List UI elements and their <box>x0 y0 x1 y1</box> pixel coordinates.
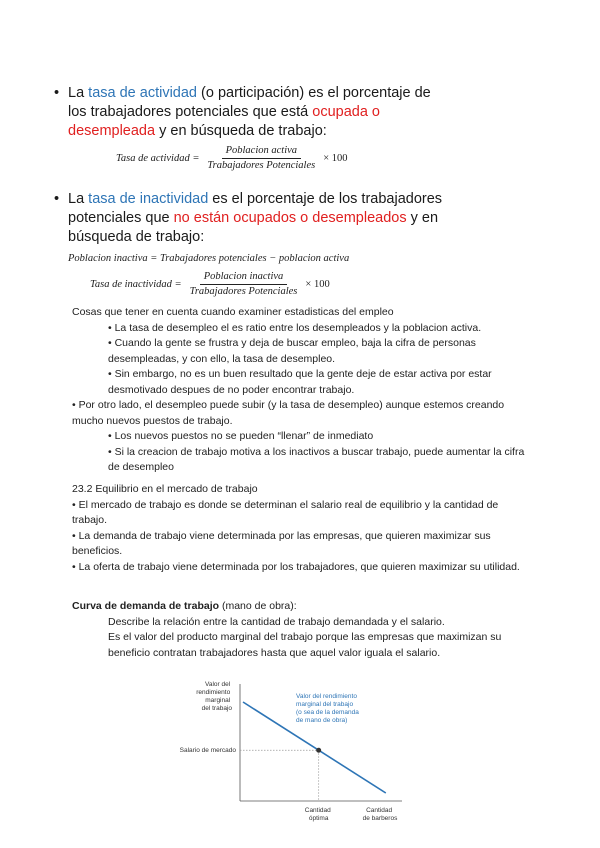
curve-block <box>72 599 532 661</box>
slide1-text <box>54 84 468 141</box>
notes-bullet: • Cuando la gente se frustra y deja de buscar empleo, baja la cifra de personas desempleadas, y con ello, la tasa de desempleo. <box>108 337 476 365</box>
text: es el porcentaje de los trabajadores <box>208 191 443 207</box>
formula-actividad <box>116 145 348 172</box>
numerator: Poblacion activa <box>222 145 301 159</box>
highlight-red: no están ocupados o desempleados <box>173 210 407 226</box>
highlight-red: ocupada o <box>312 104 380 120</box>
equilibrium-point <box>316 748 321 753</box>
section-heading: 23.2 Equilibrio en el mercado de trabajo <box>72 483 258 495</box>
fraction <box>186 271 302 298</box>
highlight-term: tasa de actividad <box>88 85 197 101</box>
labor-demand-chart <box>170 676 410 826</box>
text: los trabajadores potenciales que está <box>68 104 313 120</box>
formula-lhs: Tasa de actividad = <box>116 153 200 164</box>
slide1-line3 <box>68 122 468 141</box>
curve-title <box>72 599 532 615</box>
text: (o participación) es el porcentaje de <box>197 85 431 101</box>
formula-text: Poblacion inactiva = Trabajadores potenciales − poblacion activa <box>68 253 350 264</box>
text: potenciales que <box>68 210 174 226</box>
curve-desc: Es el valor del producto marginal del trabajo porque las empresas que maximizan su beneficio contratan trabajadores hasta que aquel valor iguala el salario. <box>108 631 502 659</box>
salary-marker-label: Salario de mercado <box>179 747 236 755</box>
notes-bullet: • Sin embargo, no es un buen resultado que la gente deje de estar activa por estar desmotivado despues de no poder encontrar trabajo. <box>108 368 492 396</box>
highlight-term: tasa de inactividad <box>88 191 209 207</box>
slide2-line2 <box>68 209 488 228</box>
text: y en búsqueda de trabajo: <box>155 123 327 139</box>
text: La <box>68 85 89 101</box>
optimal-quantity-label: Cantidad óptima <box>304 807 331 822</box>
formula-inactividad <box>90 271 330 298</box>
slide1-line1 <box>68 84 468 103</box>
multiplier: × 100 <box>323 153 348 164</box>
notes-bullet: • Si la creacion de trabajo motiva a los inactivos a buscar trabajo, puede aumentar la cifra de desempleo <box>108 445 525 473</box>
section-bullet: • La demanda de trabajo viene determinada por las empresas, que quieren maximizar sus beneficios. <box>72 529 491 557</box>
slide2-line3: búsqueda de trabajo: <box>68 229 205 245</box>
bullet-2: • <box>54 191 60 207</box>
denominator: Trabajadores Potenciales <box>207 160 316 171</box>
multiplier: × 100 <box>305 279 330 290</box>
text: y en <box>406 210 439 226</box>
formula-lhs: Tasa de inactividad = <box>90 279 182 290</box>
formula-inactiva-def <box>68 253 349 264</box>
section-bullet: • El mercado de trabajo es donde se determinan el salario real de equilibrio y la cantidad de trabajo. <box>72 498 499 526</box>
notes-bullet: • Los nuevos puestos no se pueden “llenar” de inmediato <box>108 430 374 442</box>
notes-bullet: • La tasa de desempleo el es ratio entre los desempleados y la poblacion activa. <box>108 321 482 334</box>
highlight-red: desempleada <box>68 123 156 139</box>
slide2-line1 <box>68 190 488 209</box>
curve-annotation: Valor del rendimiento marginal del trabajo (o sea de la demanda de mano de obra) <box>296 693 359 724</box>
notes-bullet: • Por otro lado, el desempleo puede subir (y la tasa de desempleo) aunque estemos creando mucho nuevos puestos de trabajo. <box>72 399 505 427</box>
denominator: Trabajadores Potenciales <box>189 286 298 297</box>
numerator: Poblacion inactiva <box>200 271 288 285</box>
curve-title-bold: Curva de demanda de trabajo <box>72 600 220 612</box>
fraction <box>203 145 319 172</box>
notes-intro: Cosas que tener en cuenta cuando examiner estadisticas del empleo <box>72 306 394 318</box>
notes-block <box>72 305 532 476</box>
x-axis-label: Cantidad de barberos <box>362 807 398 822</box>
slide1-line2 <box>68 103 468 122</box>
section-bullet: • La oferta de trabajo viene determinada por los trabajadores, que quieren maximizar su utilidad. <box>72 560 520 573</box>
slide2-text <box>54 190 488 247</box>
text: La <box>68 191 89 207</box>
curve-title-rest: (mano de obra): <box>219 600 297 612</box>
section-block <box>72 482 532 575</box>
y-axis-label: Valor del rendimiento marginal del trabajo <box>196 681 232 712</box>
bullet-1: • <box>54 85 60 101</box>
curve-desc: Describe la relación entre la cantidad de trabajo demandada y el salario. <box>108 615 445 628</box>
